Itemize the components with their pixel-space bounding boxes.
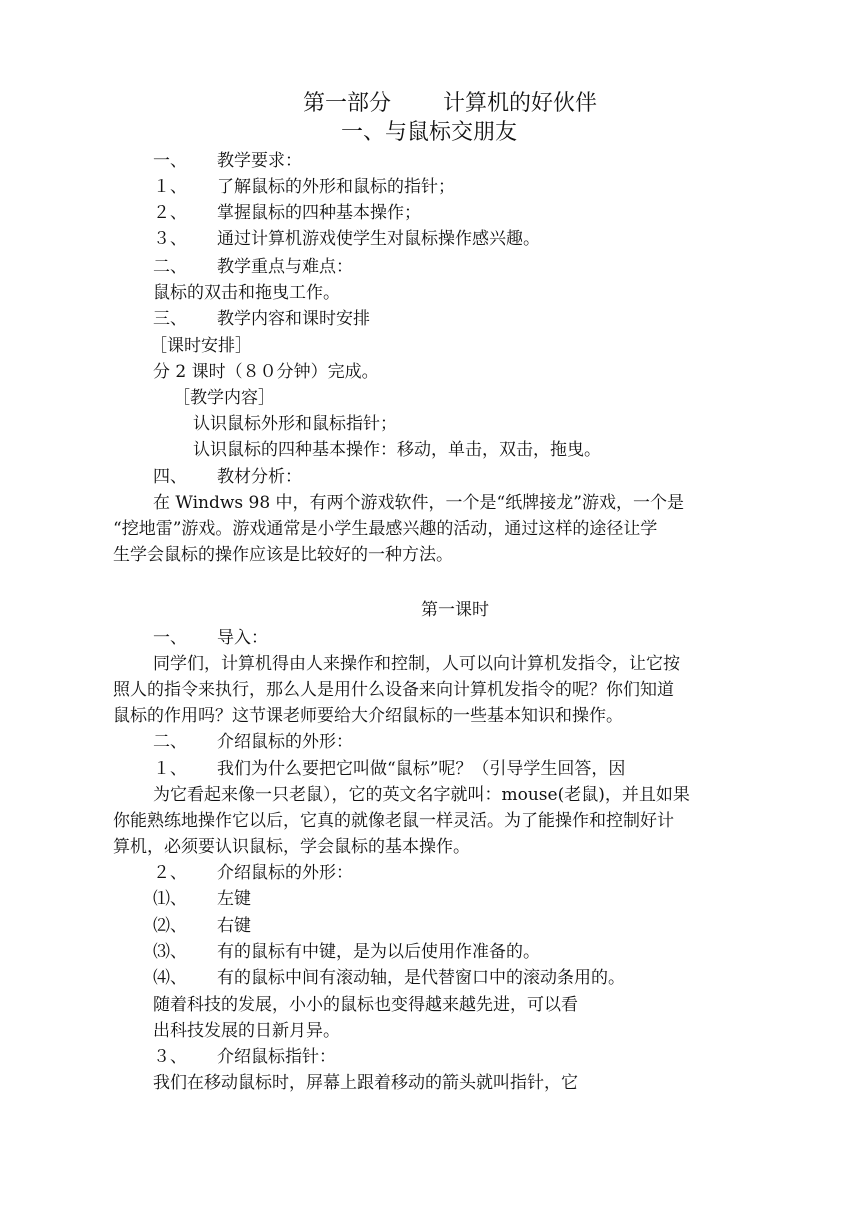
- section-4-heading: [153, 464, 302, 490]
- content-item: 认识鼠标的四种基本操作：移动，单击，双击，拖曳。: [193, 440, 601, 460]
- sub-list-item: [153, 965, 625, 991]
- intro-heading: [153, 625, 268, 651]
- paragraph-line: 生学会鼠标的操作应该是比较好的一种方法。: [113, 545, 453, 565]
- list-item: [153, 200, 421, 226]
- intro-number: 一、: [153, 628, 187, 648]
- section-4-number: 四、: [153, 467, 187, 487]
- section-1-heading: [153, 148, 302, 174]
- list-item-number: ２、: [153, 863, 187, 883]
- section-1-number: 一、: [153, 151, 187, 171]
- shape-heading: [153, 729, 353, 755]
- list-item-text: 掌握鼠标的四种基本操作；: [217, 203, 421, 223]
- section-2-heading: [153, 254, 353, 280]
- paragraph-line: 鼠标的双击和拖曳工作。: [153, 283, 340, 303]
- section-2-title: 教学重点与难点：: [217, 257, 353, 277]
- list-item-number: ２、: [153, 203, 187, 223]
- shape-title: 介绍鼠标的外形：: [217, 732, 353, 752]
- sub-list-number: ⑵、: [153, 916, 187, 936]
- list-item: [153, 860, 353, 886]
- intro-title: 导入：: [217, 628, 268, 648]
- list-item: [153, 1044, 336, 1070]
- list-item: [153, 756, 625, 782]
- list-item-number: １、: [153, 177, 187, 197]
- list-item: [153, 174, 455, 200]
- section-1-title: 教学要求：: [217, 151, 302, 171]
- content-item: 认识鼠标外形和鼠标指针；: [193, 414, 397, 434]
- sub-list-item: [153, 913, 251, 939]
- paragraph-line: 我们在移动鼠标时，屏幕上跟着移动的箭头就叫指针，它: [153, 1073, 578, 1093]
- sub-list-number: ⑴、: [153, 889, 187, 909]
- paragraph-line: “挖地雷”游戏。游戏通常是小学生最感兴趣的活动，通过这样的途径让学: [113, 519, 658, 539]
- sub-list-item: [153, 939, 540, 965]
- paragraph-line: 同学们，计算机得由人来操作和控制，人可以向计算机发指令，让它按: [153, 654, 680, 674]
- title-part: 第一部分: [303, 91, 392, 116]
- list-item: [153, 226, 540, 252]
- list-item-text: 了解鼠标的外形和鼠标的指针；: [217, 177, 455, 197]
- list-item-number: ３、: [153, 1047, 187, 1067]
- sub-list-text: 有的鼠标中间有滚动轴，是代替窗口中的滚动条用的。: [217, 968, 625, 988]
- sub-list-item: [153, 886, 251, 912]
- schedule-text: 分 2 课时（８０分钟）完成。: [153, 362, 379, 382]
- paragraph-line: 为它看起来像一只老鼠），它的英文名字就叫：mouse(老鼠)，并且如果: [153, 785, 690, 805]
- sub-list-number: ⑶、: [153, 942, 187, 962]
- page-subtitle: 一、与鼠标交朋友: [341, 120, 518, 145]
- shape-number: 二、: [153, 732, 187, 752]
- list-item-number: １、: [153, 759, 187, 779]
- list-item-text: 我们为什么要把它叫做“鼠标”呢？（引导学生回答，因: [217, 759, 626, 779]
- list-item-text: 介绍鼠标的外形：: [217, 863, 353, 883]
- sub-list-number: ⑷、: [153, 968, 187, 988]
- paragraph-line: 算机，必须要认识鼠标，学会鼠标的基本操作。: [113, 837, 470, 857]
- content-label: ［教学内容］: [173, 388, 275, 408]
- schedule-label: ［课时安排］: [150, 336, 252, 356]
- section-3-heading: [153, 306, 370, 332]
- section-3-number: 三、: [153, 309, 187, 329]
- page-title: [303, 90, 597, 118]
- paragraph-line: 你能熟练地操作它以后，它真的就像老鼠一样灵活。为了能操作和控制好计: [113, 811, 674, 831]
- paragraph-line: 照人的指令来执行，那么人是用什么设备来向计算机发指令的呢？你们知道: [113, 680, 674, 700]
- lesson-title: 第一课时: [421, 600, 489, 620]
- sub-list-text: 左键: [217, 889, 251, 909]
- section-3-title: 教学内容和课时安排: [217, 309, 370, 329]
- paragraph-line: 随着科技的发展，小小的鼠标也变得越来越先进，可以看: [153, 995, 578, 1015]
- sub-list-text: 右键: [217, 916, 251, 936]
- list-item-text: 通过计算机游戏使学生对鼠标操作感兴趣。: [217, 229, 540, 249]
- paragraph-line: 出科技发展的日新月异。: [153, 1021, 340, 1041]
- paragraph-line: 鼠标的作用吗？这节课老师要给大介绍鼠标的一些基本知识和操作。: [113, 706, 623, 726]
- section-4-title: 教材分析：: [217, 467, 302, 487]
- paragraph-line: 在 Windws 98 中，有两个游戏软件，一个是“纸牌接龙”游戏，一个是: [153, 493, 684, 513]
- sub-list-text: 有的鼠标有中键，是为以后使用作准备的。: [217, 942, 540, 962]
- section-2-number: 二、: [153, 257, 187, 277]
- title-name: 计算机的好伙伴: [443, 91, 598, 116]
- list-item-number: ３、: [153, 229, 187, 249]
- list-item-text: 介绍鼠标指针：: [217, 1047, 336, 1067]
